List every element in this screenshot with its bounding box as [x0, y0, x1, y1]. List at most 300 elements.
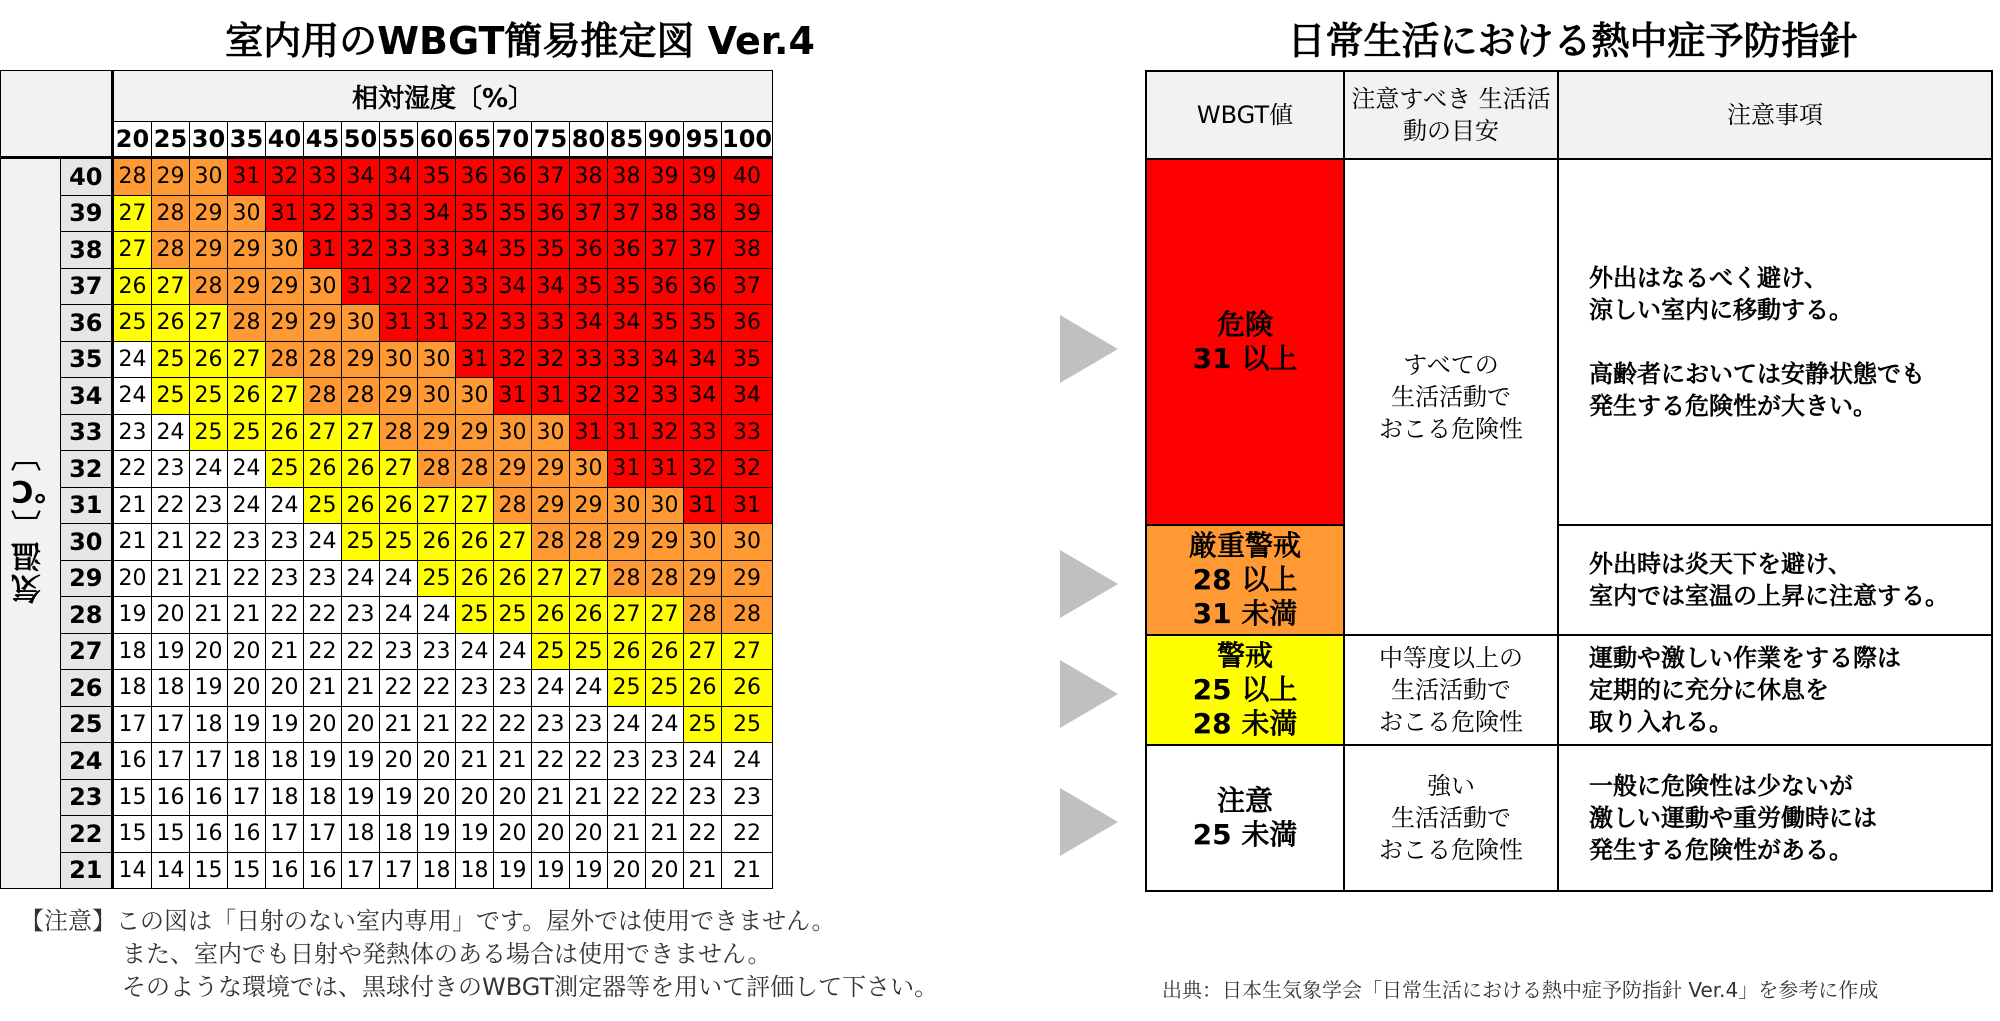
heatmap-corner: [1, 71, 113, 158]
wbgt-cell: 23: [418, 633, 456, 670]
activity-moderate: 中等度以上の 生活活動で おこる危険性: [1344, 635, 1558, 745]
wbgt-cell: 17: [228, 779, 266, 816]
wbgt-cell: 35: [684, 305, 722, 342]
heatmap-row: [1, 633, 773, 670]
wbgt-cell: 20: [113, 560, 152, 597]
wbgt-cell: 19: [342, 743, 380, 780]
wbgt-cell: 24: [304, 524, 342, 561]
wbgt-cell: 22: [418, 670, 456, 707]
wbgt-cell: 33: [646, 378, 684, 415]
wbgt-cell: 31: [608, 414, 646, 451]
wbgt-cell: 37: [570, 195, 608, 232]
wbgt-cell: 17: [152, 706, 190, 743]
wbgt-cell: 30: [304, 268, 342, 305]
wbgt-cell: 32: [532, 341, 570, 378]
wbgt-cell: 26: [418, 524, 456, 561]
wbgt-cell: 36: [722, 305, 773, 342]
wbgt-cell: 33: [608, 341, 646, 378]
wbgt-cell: 29: [684, 560, 722, 597]
wbgt-cell: 31: [532, 378, 570, 415]
temperature-tick: 22: [60, 816, 112, 853]
level-severe-warning: 厳重警戒 28 以上 31 未満: [1146, 525, 1344, 635]
wbgt-cell: 26: [608, 633, 646, 670]
header-notes: 注意事項: [1558, 71, 1992, 159]
wbgt-cell: 16: [266, 852, 304, 889]
note-severe-warning: 外出時は炎天下を避け、 室内では室温の上昇に注意する。: [1558, 525, 1992, 635]
wbgt-cell: 39: [722, 195, 773, 232]
wbgt-cell: 29: [152, 158, 190, 196]
wbgt-cell: 33: [722, 414, 773, 451]
wbgt-cell: 21: [190, 597, 228, 634]
wbgt-cell: 27: [722, 633, 773, 670]
wbgt-cell: 27: [228, 341, 266, 378]
wbgt-cell: 23: [342, 597, 380, 634]
wbgt-cell: 21: [684, 852, 722, 889]
wbgt-cell: 31: [418, 305, 456, 342]
wbgt-cell: 17: [342, 852, 380, 889]
header-wbgt: WBGT値: [1146, 71, 1344, 159]
wbgt-cell: 27: [304, 414, 342, 451]
wbgt-cell: 28: [608, 560, 646, 597]
wbgt-cell: 21: [152, 524, 190, 561]
wbgt-cell: 23: [266, 560, 304, 597]
wbgt-cell: 20: [228, 670, 266, 707]
wbgt-cell: 26: [532, 597, 570, 634]
wbgt-cell: 19: [113, 597, 152, 634]
wbgt-cell: 24: [190, 451, 228, 488]
activity-strong: 強い 生活活動で おこる危険性: [1344, 745, 1558, 891]
wbgt-cell: 18: [266, 743, 304, 780]
wbgt-cell: 27: [190, 305, 228, 342]
wbgt-cell: 28: [304, 341, 342, 378]
wbgt-cell: 37: [722, 268, 773, 305]
wbgt-cell: 36: [570, 232, 608, 269]
heatmap-row: [1, 779, 773, 816]
wbgt-cell: 32: [684, 451, 722, 488]
wbgt-cell: 16: [304, 852, 342, 889]
wbgt-cell: 34: [456, 232, 494, 269]
wbgt-cell: 24: [418, 597, 456, 634]
wbgt-cell: 30: [342, 305, 380, 342]
caution-prefix: 【注意】: [20, 907, 116, 935]
wbgt-cell: 26: [342, 487, 380, 524]
wbgt-cell: 23: [304, 560, 342, 597]
wbgt-cell: 15: [190, 852, 228, 889]
wbgt-cell: 18: [380, 816, 418, 853]
wbgt-cell: 37: [608, 195, 646, 232]
wbgt-cell: 34: [684, 378, 722, 415]
wbgt-cell: 33: [418, 232, 456, 269]
wbgt-cell: 23: [152, 451, 190, 488]
wbgt-cell: 29: [228, 268, 266, 305]
wbgt-cell: 36: [532, 195, 570, 232]
wbgt-cell: 20: [456, 779, 494, 816]
heatmap-row: [1, 743, 773, 780]
wbgt-cell: 28: [494, 487, 532, 524]
level-caution: 注意 25 未満: [1146, 745, 1344, 891]
wbgt-cell: 22: [152, 487, 190, 524]
humidity-tick: 50: [342, 122, 380, 158]
wbgt-cell: 21: [266, 633, 304, 670]
wbgt-cell: 23: [228, 524, 266, 561]
wbgt-cell: 38: [646, 195, 684, 232]
heatmap-row: [1, 378, 773, 415]
wbgt-cell: 27: [646, 597, 684, 634]
wbgt-cell: 19: [418, 816, 456, 853]
wbgt-cell: 21: [418, 706, 456, 743]
wbgt-cell: 15: [113, 779, 152, 816]
level-warning: 警戒 25 以上 28 未満: [1146, 635, 1344, 745]
note-warning: 運動や激しい作業をする際は 定期的に充分に休息を 取り入れる。: [1558, 635, 1992, 745]
wbgt-cell: 25: [418, 560, 456, 597]
wbgt-cell: 33: [304, 158, 342, 196]
wbgt-cell: 19: [342, 779, 380, 816]
wbgt-cell: 29: [266, 305, 304, 342]
wbgt-cell: 16: [152, 779, 190, 816]
wbgt-cell: 21: [228, 597, 266, 634]
wbgt-cell: 27: [152, 268, 190, 305]
wbgt-cell: 17: [152, 743, 190, 780]
wbgt-cell: 18: [113, 633, 152, 670]
wbgt-cell: 20: [532, 816, 570, 853]
wbgt-cell: 31: [228, 158, 266, 196]
wbgt-cell: 30: [570, 451, 608, 488]
humidity-tick: 45: [304, 122, 342, 158]
wbgt-cell: 30: [646, 487, 684, 524]
heatmap-row: [1, 852, 773, 889]
chart-title: 室内用のWBGT簡易推定図 Ver.4: [225, 19, 815, 63]
wbgt-cell: 26: [494, 560, 532, 597]
wbgt-cell: 35: [570, 268, 608, 305]
wbgt-cell: 32: [646, 414, 684, 451]
wbgt-cell: 25: [266, 451, 304, 488]
wbgt-cell: 18: [456, 852, 494, 889]
wbgt-cell: 17: [190, 743, 228, 780]
wbgt-cell: 27: [266, 378, 304, 415]
temperature-tick: 26: [60, 670, 112, 707]
wbgt-cell: 22: [228, 560, 266, 597]
wbgt-cell: 36: [684, 268, 722, 305]
temperature-tick: 38: [60, 232, 112, 269]
wbgt-cell: 25: [380, 524, 418, 561]
wbgt-cell: 20: [570, 816, 608, 853]
wbgt-cell: 21: [190, 560, 228, 597]
wbgt-cell: 28: [684, 597, 722, 634]
wbgt-cell: 27: [494, 524, 532, 561]
wbgt-cell: 26: [722, 670, 773, 707]
wbgt-cell: 36: [646, 268, 684, 305]
wbgt-cell: 25: [532, 633, 570, 670]
wbgt-cell: 23: [684, 779, 722, 816]
wbgt-cell: 24: [608, 706, 646, 743]
wbgt-cell: 17: [304, 816, 342, 853]
wbgt-cell: 28: [190, 268, 228, 305]
wbgt-cell: 33: [570, 341, 608, 378]
wbgt-cell: 30: [494, 414, 532, 451]
temperature-tick: 29: [60, 560, 112, 597]
wbgt-cell: 25: [456, 597, 494, 634]
wbgt-cell: 19: [266, 706, 304, 743]
wbgt-cell: 21: [608, 816, 646, 853]
wbgt-cell: 21: [380, 706, 418, 743]
wbgt-cell: 31: [494, 378, 532, 415]
wbgt-cell: 32: [608, 378, 646, 415]
wbgt-cell: 24: [228, 487, 266, 524]
wbgt-cell: 23: [456, 670, 494, 707]
wbgt-cell: 33: [380, 195, 418, 232]
heatmap-row: [1, 524, 773, 561]
wbgt-cell: 28: [380, 414, 418, 451]
heatmap-row: [1, 195, 773, 232]
wbgt-cell: 34: [608, 305, 646, 342]
wbgt-cell: 30: [380, 341, 418, 378]
wbgt-cell: 25: [190, 414, 228, 451]
wbgt-cell: 38: [722, 232, 773, 269]
humidity-tick: 90: [646, 122, 684, 158]
wbgt-cell: 33: [532, 305, 570, 342]
wbgt-cell: 23: [266, 524, 304, 561]
caution-line-2: また、室内でも日射や発熱体のある場合は使用できません。: [122, 940, 772, 968]
heatmap-row: [1, 414, 773, 451]
wbgt-cell: 18: [418, 852, 456, 889]
wbgt-cell: 19: [570, 852, 608, 889]
wbgt-cell: 24: [722, 743, 773, 780]
note-caution: 一般に危険性は少ないが 激しい運動や重労働時には 発生する危険性がある。: [1558, 745, 1992, 891]
heatmap-row: [1, 341, 773, 378]
wbgt-cell: 21: [532, 779, 570, 816]
wbgt-cell: 27: [418, 487, 456, 524]
wbgt-cell: 27: [113, 195, 152, 232]
wbgt-cell: 26: [266, 414, 304, 451]
wbgt-cell: 32: [456, 305, 494, 342]
wbgt-cell: 22: [342, 633, 380, 670]
wbgt-cell: 22: [608, 779, 646, 816]
wbgt-cell: 26: [380, 487, 418, 524]
wbgt-cell: 28: [304, 378, 342, 415]
heatmap-row: [1, 560, 773, 597]
wbgt-cell: 23: [380, 633, 418, 670]
wbgt-cell: 24: [113, 341, 152, 378]
wbgt-cell: 30: [684, 524, 722, 561]
wbgt-cell: 29: [342, 341, 380, 378]
wbgt-cell: 35: [418, 158, 456, 196]
wbgt-cell: 37: [532, 158, 570, 196]
wbgt-cell: 32: [722, 451, 773, 488]
humidity-tick: 95: [684, 122, 722, 158]
wbgt-cell: 28: [418, 451, 456, 488]
y-axis-label-cell: [1, 158, 61, 889]
prevention-guide-table: [1145, 70, 1993, 892]
wbgt-cell: 21: [494, 743, 532, 780]
humidity-tick: 100: [722, 122, 773, 158]
wbgt-cell: 25: [304, 487, 342, 524]
wbgt-cell: 27: [342, 414, 380, 451]
temperature-tick: 28: [60, 597, 112, 634]
level-danger: 危険 31 以上: [1146, 159, 1344, 525]
temperature-tick: 34: [60, 378, 112, 415]
wbgt-cell: 33: [456, 268, 494, 305]
wbgt-cell: 34: [418, 195, 456, 232]
wbgt-cell: 29: [570, 487, 608, 524]
wbgt-cell: 26: [304, 451, 342, 488]
wbgt-cell: 27: [380, 451, 418, 488]
wbgt-cell: 32: [266, 158, 304, 196]
wbgt-cell: 40: [722, 158, 773, 196]
wbgt-cell: 25: [190, 378, 228, 415]
wbgt-cell: 38: [684, 195, 722, 232]
wbgt-cell: 35: [722, 341, 773, 378]
wbgt-cell: 29: [304, 305, 342, 342]
wbgt-cell: 27: [570, 560, 608, 597]
wbgt-cell: 28: [722, 597, 773, 634]
wbgt-cell: 21: [456, 743, 494, 780]
wbgt-cell: 24: [342, 560, 380, 597]
wbgt-cell: 17: [380, 852, 418, 889]
wbgt-cell: 35: [608, 268, 646, 305]
humidity-tick: 75: [532, 122, 570, 158]
wbgt-cell: 21: [722, 852, 773, 889]
y-axis-label: 気温〔℃〕: [12, 439, 48, 604]
wbgt-cell: 24: [266, 487, 304, 524]
wbgt-cell: 34: [570, 305, 608, 342]
source-credit: 出典：日本生気象学会「日常生活における熱中症予防指針 Ver.4」を参考に作成: [1162, 978, 1879, 1002]
wbgt-cell: 20: [228, 633, 266, 670]
wbgt-cell: 35: [494, 195, 532, 232]
wbgt-cell: 27: [684, 633, 722, 670]
wbgt-cell: 28: [266, 341, 304, 378]
humidity-tick: 65: [456, 122, 494, 158]
wbgt-cell: 18: [152, 670, 190, 707]
wbgt-cell: 27: [113, 232, 152, 269]
wbgt-cell: 20: [418, 743, 456, 780]
wbgt-cell: 26: [646, 633, 684, 670]
wbgt-cell: 28: [342, 378, 380, 415]
wbgt-cell: 20: [494, 816, 532, 853]
wbgt-cell: 21: [646, 816, 684, 853]
wbgt-cell: 23: [190, 487, 228, 524]
wbgt-cell: 22: [646, 779, 684, 816]
wbgt-cell: 19: [190, 670, 228, 707]
temperature-tick: 23: [60, 779, 112, 816]
wbgt-cell: 20: [152, 597, 190, 634]
wbgt-cell: 34: [494, 268, 532, 305]
humidity-tick: 25: [152, 122, 190, 158]
wbgt-cell: 29: [722, 560, 773, 597]
wbgt-cell: 26: [342, 451, 380, 488]
heatmap-row: [1, 451, 773, 488]
wbgt-cell: 32: [342, 232, 380, 269]
temperature-tick: 31: [60, 487, 112, 524]
wbgt-cell: 25: [570, 633, 608, 670]
wbgt-cell: 25: [684, 706, 722, 743]
arrow-severe-icon: [1060, 550, 1118, 618]
wbgt-cell: 24: [532, 670, 570, 707]
wbgt-cell: 23: [532, 706, 570, 743]
wbgt-cell: 16: [113, 743, 152, 780]
wbgt-cell: 23: [722, 779, 773, 816]
wbgt-cell: 30: [228, 195, 266, 232]
wbgt-cell: 33: [342, 195, 380, 232]
arrow-caution-icon: [1060, 788, 1118, 856]
wbgt-cell: 25: [342, 524, 380, 561]
wbgt-cell: 19: [494, 852, 532, 889]
wbgt-cell: 21: [113, 524, 152, 561]
wbgt-cell: 23: [494, 670, 532, 707]
heatmap-row: [1, 706, 773, 743]
wbgt-cell: 21: [304, 670, 342, 707]
wbgt-cell: 27: [456, 487, 494, 524]
wbgt-cell: 19: [380, 779, 418, 816]
wbgt-cell: 31: [608, 451, 646, 488]
wbgt-cell: 24: [456, 633, 494, 670]
wbgt-cell: 20: [494, 779, 532, 816]
wbgt-cell: 16: [190, 779, 228, 816]
wbgt-cell: 29: [532, 487, 570, 524]
caution-line-3: そのような環境では、黒球付きのWBGT測定器等を用いて評価して下さい。: [122, 973, 939, 1001]
wbgt-cell: 25: [646, 670, 684, 707]
wbgt-cell: 29: [228, 232, 266, 269]
temperature-tick: 39: [60, 195, 112, 232]
wbgt-cell: 25: [722, 706, 773, 743]
wbgt-cell: 20: [418, 779, 456, 816]
heatmap-row: [1, 268, 773, 305]
wbgt-cell: 30: [456, 378, 494, 415]
humidity-tick: 20: [113, 122, 152, 158]
wbgt-cell: 22: [532, 743, 570, 780]
wbgt-cell: 29: [266, 268, 304, 305]
guide-title: 日常生活における熱中症予防指針: [1287, 19, 1858, 63]
wbgt-cell: 24: [380, 597, 418, 634]
wbgt-cell: 35: [646, 305, 684, 342]
wbgt-cell: 26: [684, 670, 722, 707]
wbgt-cell: 31: [342, 268, 380, 305]
activity-all: すべての 生活活動で おこる危険性: [1344, 159, 1558, 635]
wbgt-cell: 29: [646, 524, 684, 561]
humidity-tick: 40: [266, 122, 304, 158]
wbgt-cell: 19: [304, 743, 342, 780]
caution-note: [20, 905, 938, 1004]
wbgt-cell: 22: [456, 706, 494, 743]
wbgt-cell: 35: [456, 195, 494, 232]
wbgt-cell: 28: [532, 524, 570, 561]
humidity-tick: 70: [494, 122, 532, 158]
wbgt-cell: 14: [113, 852, 152, 889]
wbgt-cell: 24: [684, 743, 722, 780]
wbgt-cell: 32: [494, 341, 532, 378]
wbgt-cell: 18: [113, 670, 152, 707]
wbgt-cell: 22: [304, 633, 342, 670]
wbgt-cell: 39: [684, 158, 722, 196]
wbgt-cell: 22: [113, 451, 152, 488]
wbgt-cell: 28: [152, 195, 190, 232]
temperature-tick: 24: [60, 743, 112, 780]
wbgt-cell: 17: [113, 706, 152, 743]
wbgt-cell: 29: [380, 378, 418, 415]
wbgt-cell: 32: [570, 378, 608, 415]
wbgt-cell: 31: [380, 305, 418, 342]
wbgt-cell: 18: [190, 706, 228, 743]
wbgt-cell: 20: [608, 852, 646, 889]
wbgt-cell: 20: [342, 706, 380, 743]
wbgt-cell: 33: [684, 414, 722, 451]
wbgt-cell: 26: [152, 305, 190, 342]
wbgt-cell: 19: [456, 816, 494, 853]
wbgt-cell: 18: [266, 779, 304, 816]
humidity-tick: 80: [570, 122, 608, 158]
wbgt-cell: 16: [228, 816, 266, 853]
wbgt-cell: 24: [494, 633, 532, 670]
wbgt-cell: 27: [608, 597, 646, 634]
